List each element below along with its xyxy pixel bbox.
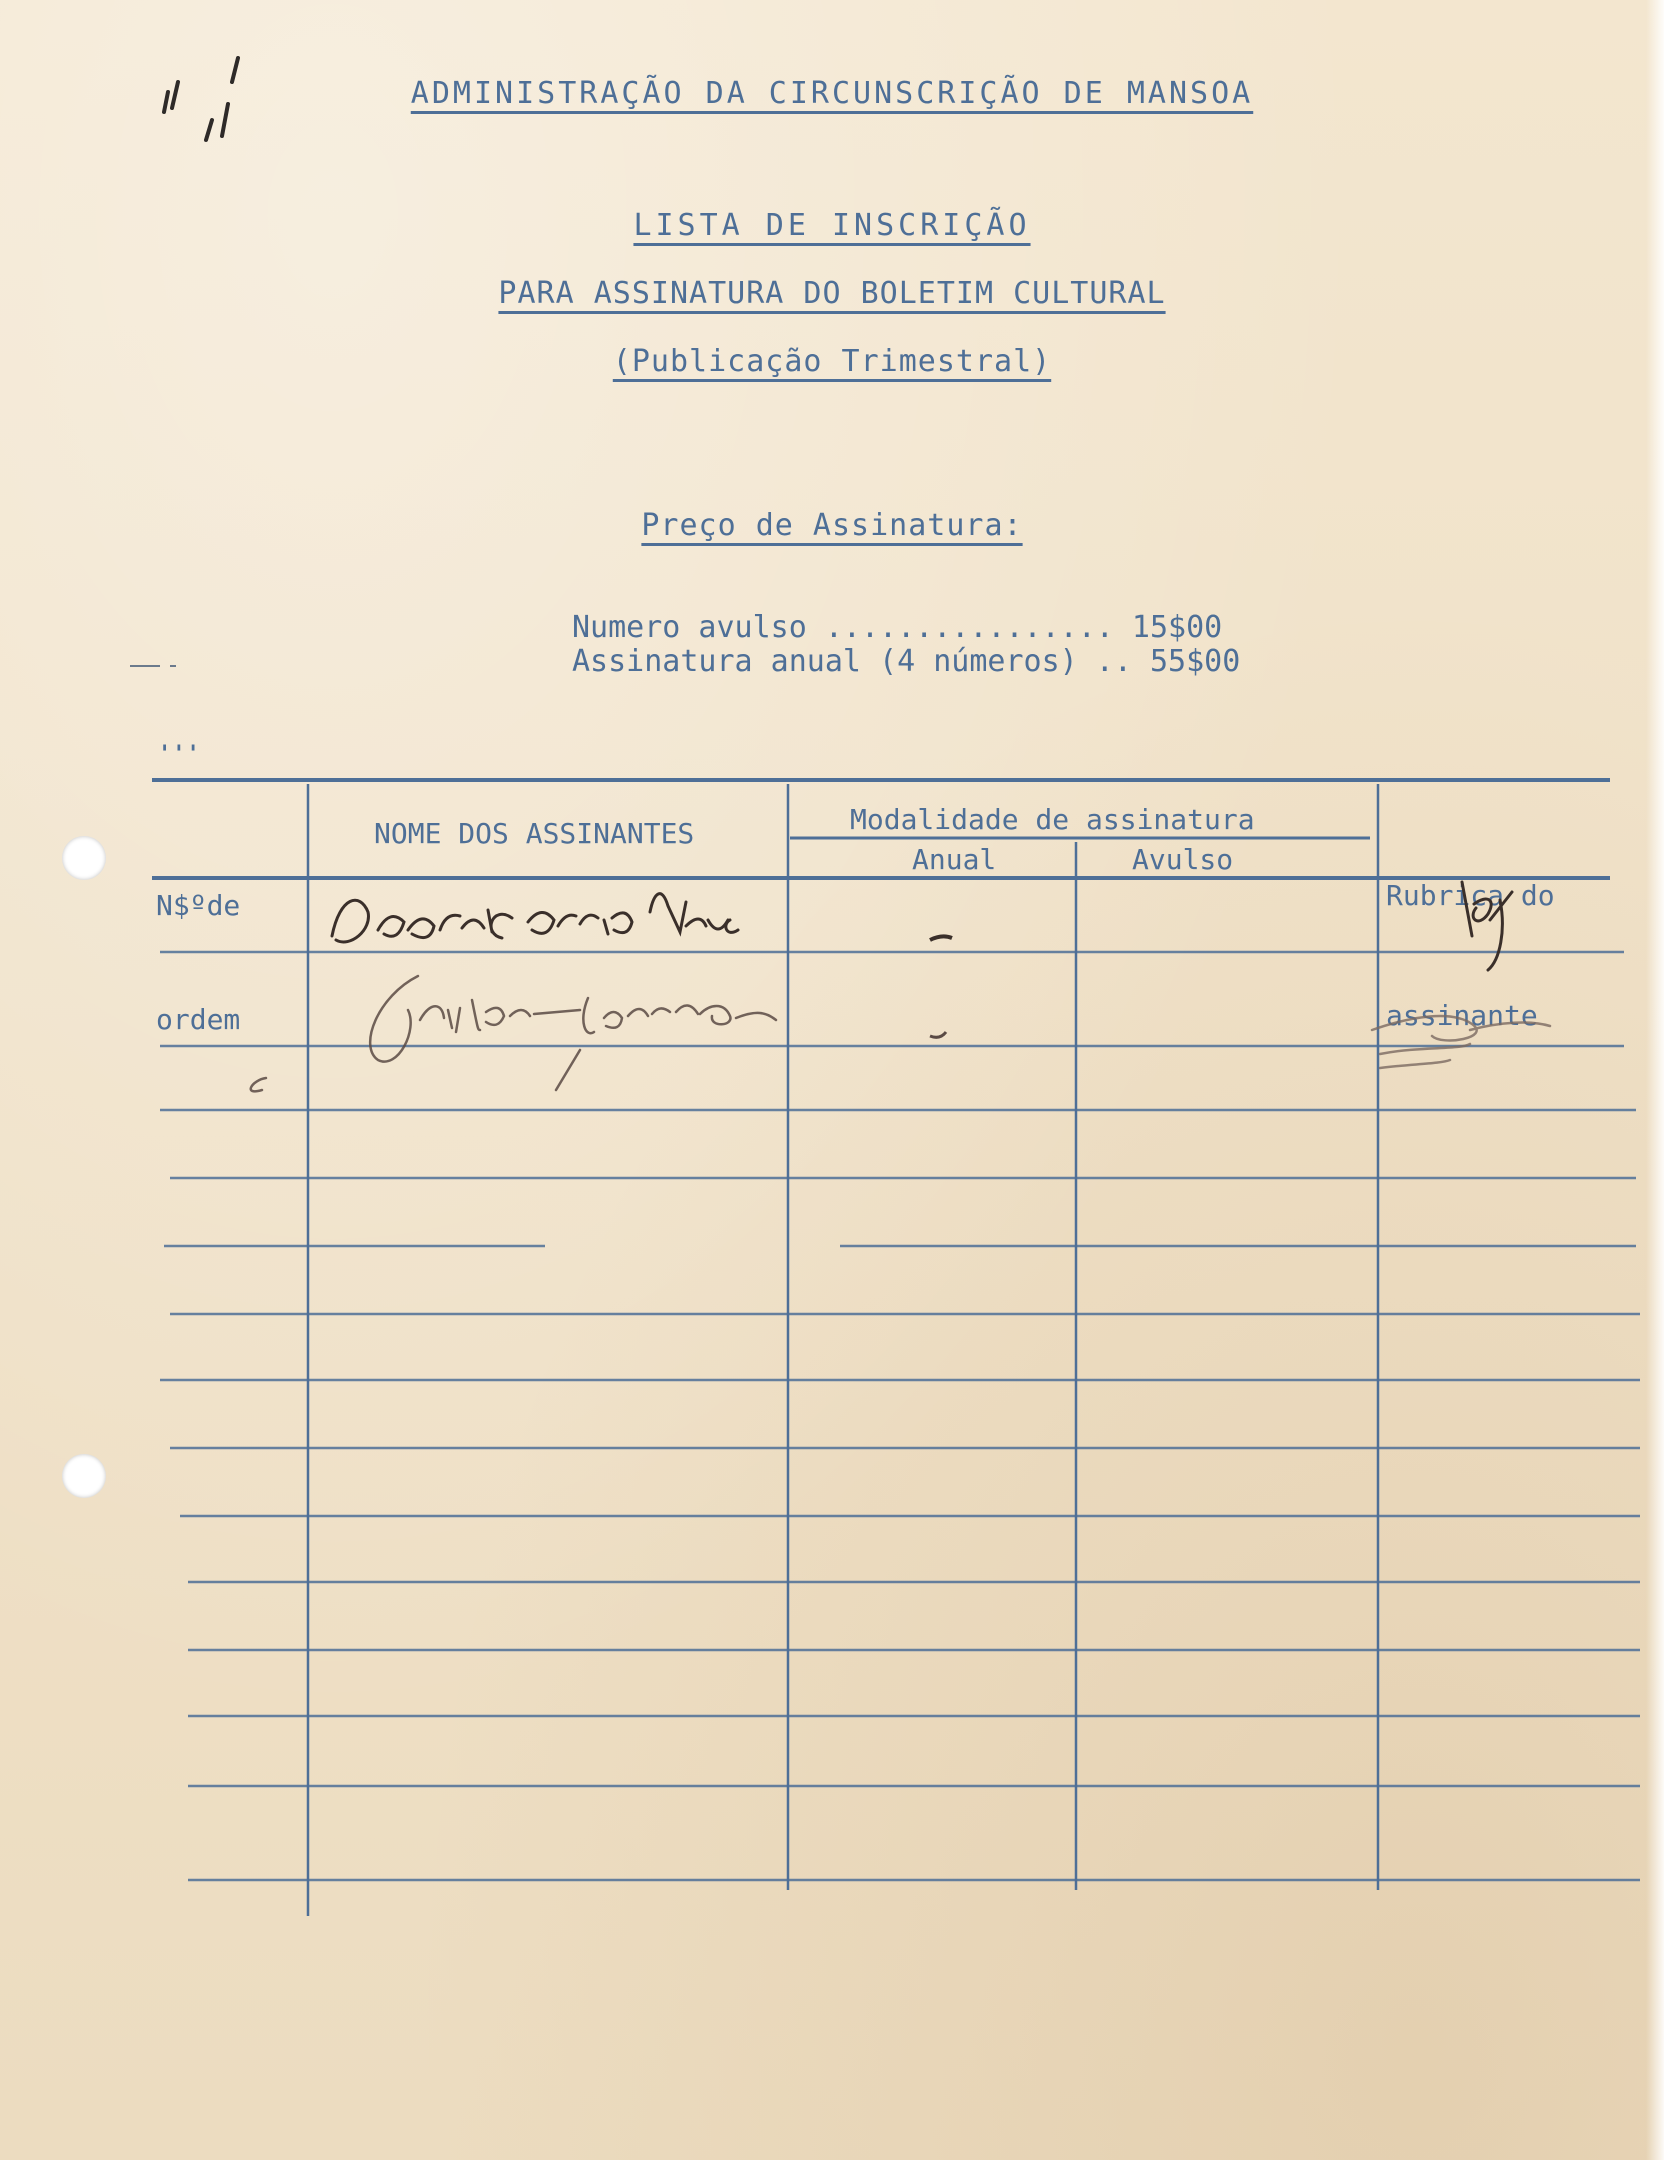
list-title: LISTA DE INSCRIÇÃO <box>633 208 1031 243</box>
publication-frequency: (Publicação Trimestral) <box>612 344 1052 379</box>
price-heading: Preço de Assinatura: <box>641 508 1023 543</box>
column-header-order-line1: N$ºde <box>156 889 241 922</box>
column-header-rubric-line1: Rubrica do <box>1386 879 1555 912</box>
column-header-modality: Modalidade de assinatura <box>850 803 1255 836</box>
column-header-rubric-line2: assinante <box>1386 999 1538 1032</box>
column-header-names: NOME DOS ASSINANTES <box>374 817 695 850</box>
administration-title: ADMINISTRAÇÃO DA CIRCUNSCRIÇÃO DE MANSOA <box>410 76 1254 111</box>
price-value: 55$00 <box>1149 644 1241 679</box>
list-subtitle: PARA ASSINATURA DO BOLETIM CULTURAL <box>498 276 1166 311</box>
column-header-annual: Anual <box>912 843 997 876</box>
column-header-single: Avulso <box>1132 843 1234 876</box>
price-label: Numero avulso ................ <box>572 610 1114 645</box>
tally-mark: ''' <box>158 742 201 767</box>
column-header-order-line2: ordem <box>156 1003 241 1036</box>
price-value: 15$00 <box>1131 610 1223 645</box>
price-label: Assinatura anual (4 números) .. <box>572 644 1132 679</box>
